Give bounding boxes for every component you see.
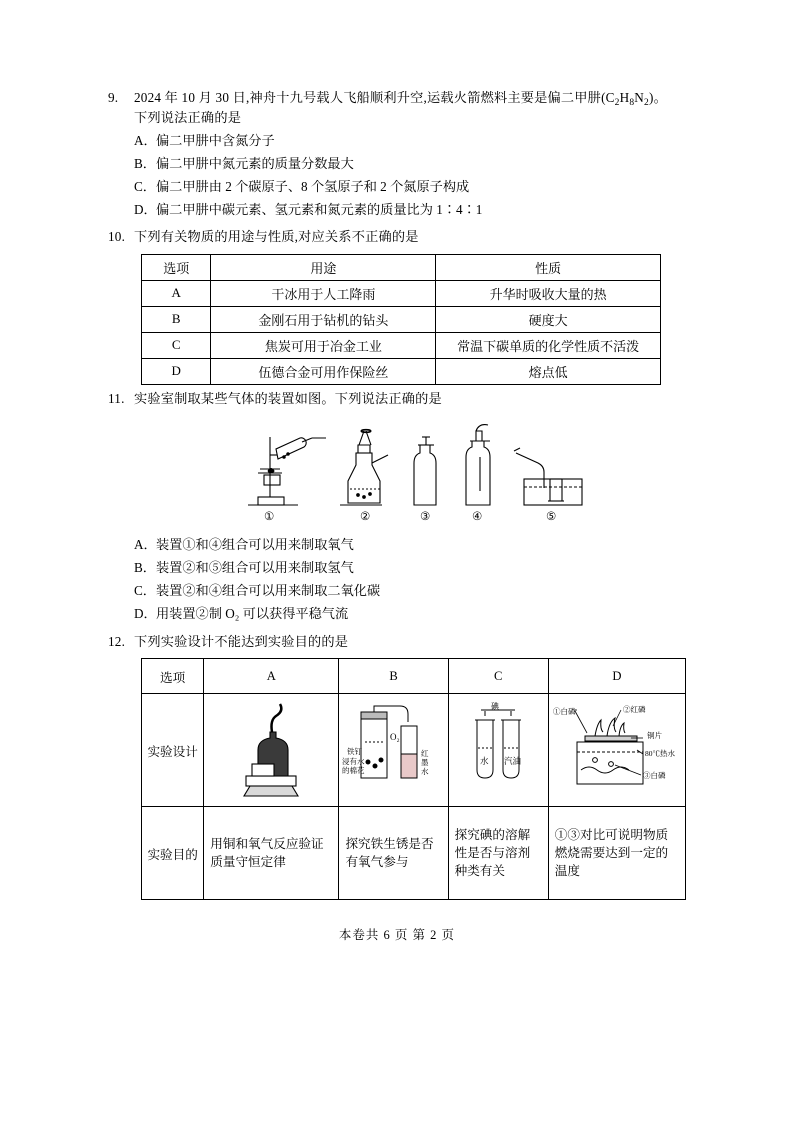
option-b-text: 装置②和⑤组合可以用来制取氢气	[156, 560, 354, 576]
question-12-stem-text: 下列实验设计不能达到实验目的的是	[134, 633, 349, 649]
formula-h: H	[619, 90, 630, 105]
label-1: ①	[264, 511, 275, 524]
question-10-table	[141, 254, 661, 385]
row-c-option: C	[142, 332, 211, 358]
option-b-label: B．	[134, 156, 156, 171]
option-c-text: 偏二甲肼由 2 个碳原子、8 个氢原子和 2 个氮原子构成	[156, 179, 470, 195]
question-11-option-c	[108, 579, 688, 602]
svg-text:浸有水: 浸有水	[342, 757, 365, 767]
label-5: ⑤	[546, 511, 557, 524]
option-c-label: C．	[134, 179, 156, 195]
svg-text:红: 红	[421, 749, 429, 759]
purpose-b: 探究铁生锈是否有氧气参与	[339, 807, 448, 900]
question-9-stem-line2: 下列说法正确的是	[134, 110, 242, 126]
question-10-number: 10.	[108, 229, 126, 245]
option-d-label: D．	[134, 606, 157, 622]
question-11-stem-text: 实验室制取某些气体的装置如图。下列说法正确的是	[134, 390, 442, 406]
svg-text:碘: 碘	[490, 702, 499, 712]
table-row	[142, 332, 661, 358]
option-a-label: A．	[134, 132, 157, 148]
question-12	[108, 632, 688, 900]
option-d-text: 偏二甲肼中碳元素、氢元素和氮元素的质量比为 1∶4∶1	[156, 202, 483, 218]
figure-design-a	[204, 694, 339, 807]
svg-text:的棉花: 的棉花	[342, 766, 365, 776]
svg-text:80℃热水: 80℃热水	[644, 749, 675, 759]
question-9-option-d	[108, 198, 688, 221]
question-11-figure	[108, 417, 688, 529]
option-d-label: D．	[134, 202, 157, 218]
row-d-use: 伍德合金可用作保险丝	[211, 358, 436, 384]
option-b-text: 偏二甲肼中氮元素的质量分数最大	[156, 156, 354, 171]
svg-text:①白磷: ①白磷	[552, 707, 576, 717]
row-b-use: 金刚石用于钻机的钻头	[211, 306, 436, 332]
question-10-stem-text: 下列有关物质的用途与性质,对应关系不正确的是	[134, 229, 419, 245]
option-a-text: 偏二甲肼中含氮分子	[156, 132, 275, 148]
question-9-option-b	[108, 152, 688, 175]
svg-text:水: 水	[479, 756, 489, 767]
question-9	[108, 88, 688, 221]
svg-text:②红磷: ②红磷	[622, 705, 646, 715]
formula-sub-c: 2	[614, 98, 620, 108]
option-c-label: C．	[134, 583, 156, 599]
question-9-stem-text: 2024 年 10 月 30 日,神舟十九号载人飞船顺利升空,运载火箭燃料主要是偏二甲肼(C	[134, 90, 615, 105]
row-c-use: 焦炭可用于冶金工业	[211, 332, 436, 358]
row-d-property: 熔点低	[436, 358, 661, 384]
row-c-property: 常温下碳单质的化学性质不活泼	[436, 332, 661, 358]
question-12-stem	[108, 632, 688, 652]
row-b-property: 硬度大	[436, 306, 661, 332]
question-10	[108, 227, 688, 384]
question-9-option-a	[108, 129, 688, 152]
table-row-experiment-design	[142, 694, 686, 807]
label-4: ④	[472, 511, 483, 524]
option-a-text: 装置①和④组合可以用来制取氧气	[156, 537, 354, 553]
purpose-d: ①③对比可说明物质燃烧需要达到一定的温度	[548, 807, 685, 900]
table-header-row	[142, 659, 686, 694]
svg-text:水: 水	[421, 767, 429, 777]
row-a-property: 升华时吸收大量的热	[436, 280, 661, 306]
figure-design-d	[548, 694, 685, 807]
header-c: C	[448, 659, 548, 694]
option-a-label: A．	[134, 537, 157, 553]
table-row	[142, 358, 661, 384]
question-12-table	[141, 658, 686, 900]
header-d: D	[548, 659, 685, 694]
option-b-label: B．	[134, 560, 156, 576]
header-b: B	[339, 659, 448, 694]
table-row	[142, 280, 661, 306]
formula-n: N	[634, 90, 645, 105]
header-option: 选项	[142, 254, 211, 280]
purpose-a: 用铜和氧气反应验证质量守恒定律	[204, 807, 339, 900]
question-9-stem	[108, 88, 688, 108]
svg-text:铁钉: 铁钉	[347, 747, 363, 757]
figure-design-c	[448, 694, 548, 807]
header-use: 用途	[211, 254, 436, 280]
table-row	[142, 306, 661, 332]
row-a-use: 干冰用于人工降雨	[211, 280, 436, 306]
option-d-text: 用装置②制 O₂ 可以获得平稳气流	[156, 606, 349, 622]
row-a-option: A	[142, 280, 211, 306]
table-row-experiment-purpose	[142, 807, 686, 900]
page-footer: 本卷共 6 页 第 2 页	[338, 928, 456, 942]
label-3: ③	[420, 511, 431, 524]
question-9-option-c	[108, 175, 688, 198]
question-11-option-b	[108, 556, 688, 579]
header-a: A	[204, 659, 339, 694]
row-b-option: B	[142, 306, 211, 332]
apparatus-diagram	[228, 417, 588, 529]
option-c-text: 装置②和④组合可以用来制取二氧化碳	[156, 583, 381, 599]
svg-text:③白磷: ③白磷	[642, 771, 666, 781]
purpose-c: 探究碘的溶解性是否与溶剂种类有关	[448, 807, 548, 900]
formula-close: )。	[648, 90, 667, 105]
svg-text:铜片: 铜片	[646, 731, 662, 741]
formula-sub-n: 2	[644, 98, 649, 108]
svg-text:墨: 墨	[421, 758, 429, 768]
header-property: 性质	[436, 254, 661, 280]
row-label-purpose: 实验目的	[142, 807, 204, 900]
question-11	[108, 389, 688, 626]
row-label-design: 实验设计	[142, 694, 204, 807]
formula-sub-h: 8	[629, 98, 635, 108]
question-11-option-d	[108, 602, 688, 625]
question-11-number: 11.	[108, 390, 125, 406]
question-12-number: 12.	[108, 633, 126, 649]
svg-text:O₂: O₂	[390, 732, 401, 743]
header-option: 选项	[142, 659, 204, 694]
svg-text:汽油: 汽油	[503, 756, 521, 767]
question-10-stem	[108, 227, 688, 247]
label-2: ②	[360, 511, 371, 524]
row-d-option: D	[142, 358, 211, 384]
table-header-row	[142, 254, 661, 280]
page-content	[108, 88, 688, 902]
question-11-option-a	[108, 533, 688, 556]
figure-design-b	[339, 694, 448, 807]
question-9-number: 9.	[108, 90, 119, 105]
question-11-stem	[108, 389, 688, 409]
